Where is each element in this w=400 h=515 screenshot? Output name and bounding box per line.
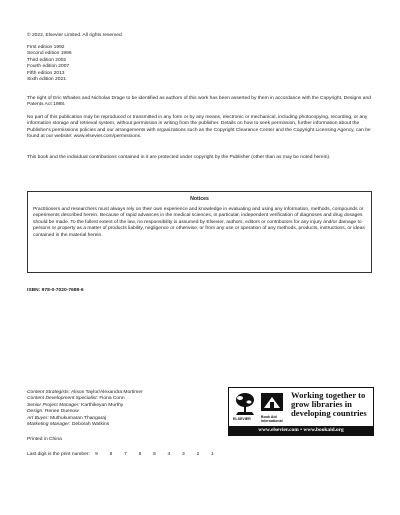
printed-in: Printed in China xyxy=(27,437,62,442)
bookaid-label: Book Aid International xyxy=(261,415,283,423)
edition-item: Fourth edition 2007 xyxy=(27,64,70,70)
credit-name: Muthukumaran Thangaraj xyxy=(50,415,107,421)
credit-role: Senior Project Manager: xyxy=(27,402,80,408)
print-number-digits: 9 8 7 6 5 4 3 2 1 xyxy=(95,452,219,457)
edition-item: First edition 1992 xyxy=(27,45,65,50)
credit-name: Renee Duenow xyxy=(44,409,79,415)
bookaid-urls: www.elsevier.com • www.bookaid.org xyxy=(229,426,373,435)
credit-name: Fiona Conn xyxy=(99,396,125,402)
credit-name: Deborah Watkins xyxy=(71,422,110,428)
credit-role: Content Development Specialist: xyxy=(27,396,98,402)
bookaid-banner xyxy=(228,387,374,436)
permissions-paragraph: No part of this publication may be reproduced or transmitted in any form or by any means, electronic or mechanical, including photocopying, recording, or any information storage and retrieval system, without permission in writing from the publisher. Details on how to seek permission, further information about the Publisher's permissions policies and our arrangements with organizations such as the Copyright Clearance Center and the Copyright Licensing Agency, can be found at our website: www.elsevier.com/permissions. xyxy=(27,115,371,140)
print-number-line xyxy=(27,452,237,458)
elsevier-label: ELSEVIER xyxy=(233,417,251,421)
edition-item: Third edition 2002 xyxy=(27,57,67,63)
isbn: ISBN: 978-0-7020-7688-6 xyxy=(27,288,84,293)
credit-item xyxy=(27,422,222,428)
credits-list xyxy=(27,390,222,428)
notices-box xyxy=(27,191,372,273)
credit-name: Karthikeyan Murthy xyxy=(81,402,124,408)
notices-title: Notices xyxy=(190,196,209,202)
edition-item: Sixth edition 2021 xyxy=(27,77,66,83)
protection-paragraph: This book and the individual contributions contained in it are protected under copyright by the Publisher (other than as may be noted herein). xyxy=(27,155,331,160)
credit-role: Content Strategists: xyxy=(27,390,70,395)
notices-body: Practitioners and researchers must always rely on their own experience and knowledge in evaluating and using any information, methods, compounds or experiments described herein. Because of rapid advances in the medical sciences, in particular, independent verification of diagnoses and drug dosages should be made. To the fullest extent of the law, no responsibility is assumed by Elsevier, authors, editors or contributors for any injury and/or damage to persons or property as a matter of products liability, negligence or otherwise, or from any use or operation of any methods, products, instructions, or ideas contained in the material herein. xyxy=(33,207,365,238)
print-number-label: Last digit is the print number: xyxy=(27,452,90,457)
edition-item: Second edition 1996 xyxy=(27,51,72,57)
credit-role: Design: xyxy=(27,409,44,415)
bookaid-tagline: Working together to grow libraries in developing countries xyxy=(291,390,367,419)
credit-role: Marketing Manager: xyxy=(27,422,71,428)
credit-name: Alison Taylor/Alexandra Mortimer xyxy=(71,390,143,395)
credit-role: Art Buyer: xyxy=(27,415,49,421)
moral-rights-paragraph: The right of Eric Whaites and Nicholas Drage to be identified as authors of this work has been asserted by them in accordance with the Copyright, Designs and Patents Act 1988. xyxy=(27,96,371,108)
copyright-line: © 2022, Elsevier Limited. All rights reserved. xyxy=(27,33,124,38)
edition-item: Fifth edition 2013 xyxy=(27,70,65,76)
editions-list xyxy=(27,45,373,83)
